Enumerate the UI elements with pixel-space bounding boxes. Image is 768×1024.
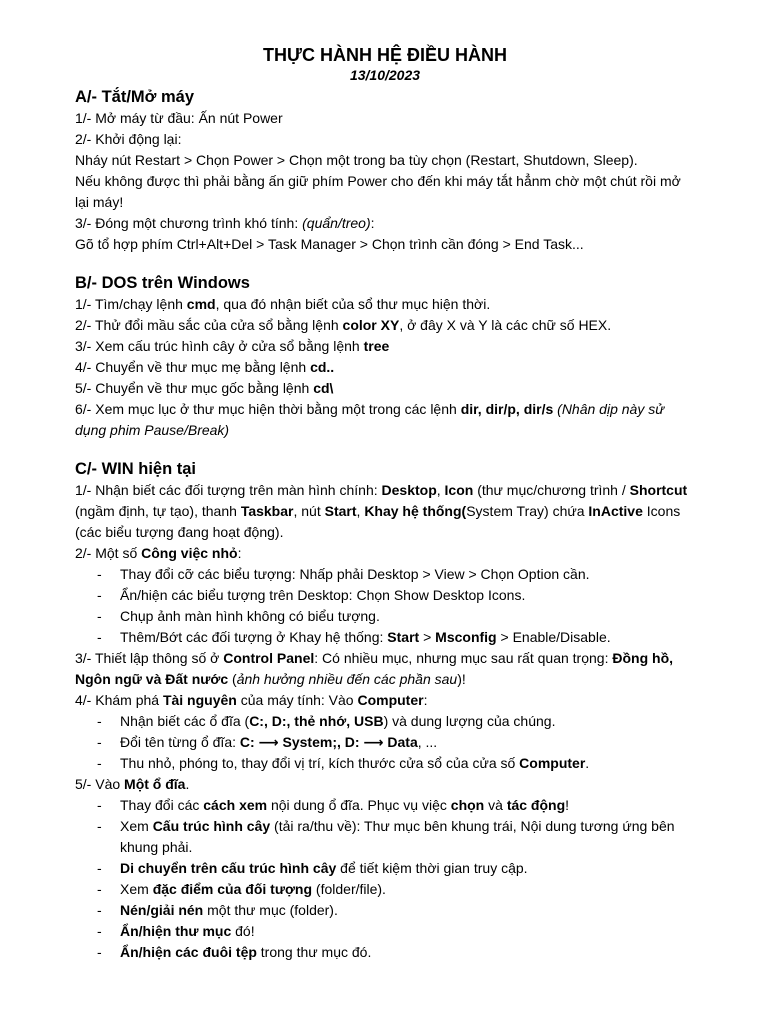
text-run: Thay đổi các <box>120 797 204 813</box>
resources-list <box>75 711 695 774</box>
section-c-item-5 <box>75 774 695 795</box>
text-run: 2/- Thử đổi mầu sắc của cửa sổ bằng lệnh <box>75 317 343 333</box>
text-run: một thư mục (folder). <box>203 902 338 918</box>
term-dac-diem: đặc điểm của đối tượng <box>152 881 313 897</box>
text-run: , ... <box>417 734 438 750</box>
text-run: Thu nhỏ, phóng to, thay đổi vị trí, kích thước cửa sổ của cửa số <box>120 755 520 771</box>
text-run: 6/- Xem mục lục ở thư mục hiện thời bằng một trong các lệnh <box>75 401 461 417</box>
list-item <box>75 942 695 963</box>
term-desktop: Desktop <box>381 482 437 498</box>
text-run: 3/- Xem cấu trúc hình cây ở cửa sổ bằng lệnh <box>75 338 364 354</box>
section-b-item-4 <box>75 357 695 378</box>
text-run: , nút <box>293 503 325 519</box>
term-cach-xem: cách xem <box>203 797 268 813</box>
term-inactive: InActive <box>588 503 643 519</box>
text-run: , qua đó nhận biết của sổ thư mục hiện thời. <box>215 296 491 312</box>
list-item <box>75 879 695 900</box>
text-run: Nhận biết các ổ đĩa ( <box>120 713 250 729</box>
text-run: . <box>185 776 190 792</box>
term-an-hien-duoi-tep: Ẩn/hiện các đuôi tệp <box>120 944 257 960</box>
term-cong-viec-nho: Công việc nhỏ <box>141 545 238 561</box>
text-run: của máy tính: Vào <box>236 692 358 708</box>
section-c-item-2 <box>75 543 695 564</box>
term-taskbar: Taskbar <box>240 503 294 519</box>
text-run: ( <box>228 671 237 687</box>
text-run: 3/- Thiết lập thông số ở <box>75 650 224 666</box>
text-run: : <box>370 215 375 231</box>
document-title: THỰC HÀNH HỆ ĐIỀU HÀNH <box>263 45 507 65</box>
command-cd-root: cd\ <box>313 380 334 396</box>
term-clock-language-region: Đồng hồ, Ngôn ngữ và Đất nước <box>75 650 674 687</box>
text-run: nội dung ổ đĩa. Phục vụ việc <box>267 797 451 813</box>
text-run: Icons (các biểu tượng đang hoạt động). <box>75 503 681 540</box>
text-run: System Tray) chứa <box>466 503 589 519</box>
section-b-item-3 <box>75 336 695 357</box>
term-di-chuyen: Di chuyển trên cấu trúc hình cây <box>120 860 337 876</box>
text-run: (folder/file). <box>312 881 386 897</box>
list-item <box>75 627 695 648</box>
text-run: 1/- Nhận biết các đối tượng trên màn hình chính: <box>75 482 382 498</box>
section-a-line-6: Gõ tổ hợp phím Ctrl+Alt+Del > Task Manager > Chọn trình cần đóng > End Task... <box>75 236 584 252</box>
text-run: (thư mục/chương trình / <box>473 482 630 498</box>
term-computer: Computer <box>519 755 586 771</box>
term-tac-dong: tác động <box>506 797 566 813</box>
document-date: 13/10/2023 <box>349 67 421 83</box>
text-run: 5/- Vào <box>75 776 125 792</box>
text-run: (tải ra/thu về): Thư mục bên khung trái, Nội dung tương ứng bên khung phải. <box>120 818 675 855</box>
document-page <box>75 44 695 963</box>
list-item <box>75 921 695 942</box>
section-b-item-2 <box>75 315 695 336</box>
text-run: Xem <box>120 818 153 834</box>
section-c-heading: C/- WIN hiện tại <box>75 460 196 478</box>
list-item <box>75 816 695 858</box>
text-run: : <box>237 545 242 561</box>
text-run: 1/- Tìm/chạy lệnh <box>75 296 187 312</box>
term-nen-giai-nen: Nén/giải nén <box>120 902 204 918</box>
section-c-item-4 <box>75 690 695 711</box>
section-b-heading: B/- DOS trên Windows <box>75 274 250 292</box>
section-b-item-6 <box>75 399 695 441</box>
command-dir: dir, dir/p, dir/s <box>460 401 554 417</box>
text-run: 2/- Một số <box>75 545 142 561</box>
command-cmd: cmd <box>186 296 216 312</box>
term-chon: chọn <box>450 797 485 813</box>
text-run: 5/- Chuyển về thư mục gốc bằng lệnh <box>75 380 314 396</box>
text-run: (ngầm định, tự tạo), thanh <box>75 503 241 519</box>
text-run-italic: (Nhân dịp này sử dụng phim Pause/Break) <box>75 401 665 438</box>
term-khay-he-thong: Khay hệ thống <box>364 503 462 519</box>
term-start: Start <box>387 629 420 645</box>
section-a-line-4: Nếu không được thì phải bằng ấn giữ phím Power cho đến khi máy tắt hẳnm chờ một chút rồi mở lại máy! <box>75 173 681 210</box>
list-item: - Chụp ảnh màn hình không có biểu tượng. <box>75 606 695 627</box>
section-c-item-1 <box>75 480 695 543</box>
text-run-bold: ( <box>461 503 467 519</box>
section-b-item-5 <box>75 378 695 399</box>
text-run-italic: (quẩn/treo) <box>302 215 371 231</box>
text-run: , ở đây X và Y là các chữ số HEX. <box>399 317 612 333</box>
section-a-line-5 <box>75 213 695 234</box>
term-an-hien-thu-muc: Ẩn/hiện thư mục <box>120 923 232 939</box>
list-item <box>75 711 695 732</box>
term-cau-truc-hinh-cay: Cấu trúc hình cây <box>152 818 271 834</box>
term-start: Start <box>324 503 357 519</box>
list-item: - Thay đổi cỡ các biểu tượng: Nhấp phải Desktop > View > Chọn Option cần. <box>75 564 695 585</box>
text-run: )! <box>457 671 466 687</box>
section-a-heading: A/- Tắt/Mở máy <box>75 88 194 106</box>
list-item <box>75 858 695 879</box>
term-control-panel: Control Panel <box>223 650 315 666</box>
command-tree: tree <box>363 338 390 354</box>
text-run: , <box>436 482 445 498</box>
drive-tasks-list <box>75 795 695 963</box>
text-run: > Enable/Disable. <box>496 629 611 645</box>
term-tai-nguyen: Tài nguyên <box>162 692 237 708</box>
text-run-italic: ảnh hưởng nhiều đến các phần sau <box>236 671 458 687</box>
term-shortcut: Shortcut <box>629 482 688 498</box>
text-run: ! <box>565 797 570 813</box>
text-run: : <box>423 692 428 708</box>
section-a-line-1: 1/- Mở máy từ đầu: Ấn nút Power <box>75 110 283 126</box>
list-item <box>75 732 695 753</box>
text-run: Thêm/Bớt các đối tượng ở Khay hệ thống: <box>120 629 388 645</box>
text-run: trong thư mục đó. <box>256 944 372 960</box>
text-run: , <box>356 503 365 519</box>
text-run: ) và dung lượng của chúng. <box>383 713 556 729</box>
term-msconfig: Msconfig <box>435 629 497 645</box>
text-run: : Có nhiều mục, nhưng mục sau rất quan trọng: <box>314 650 613 666</box>
list-item <box>75 753 695 774</box>
term-drive-rename: C: ⟶ System;, D: ⟶ Data <box>239 734 418 750</box>
text-run: 3/- Đóng một chương trình khó tính: <box>75 215 303 231</box>
list-item <box>75 795 695 816</box>
command-cd-parent: cd.. <box>310 359 335 375</box>
text-run: đó! <box>231 923 255 939</box>
term-mot-o-dia: Một ổ đĩa <box>124 776 186 792</box>
text-run: . <box>585 755 590 771</box>
text-run: Đổi tên từng ổ đĩa: <box>120 734 240 750</box>
text-run: > <box>419 629 436 645</box>
section-a-line-3: Nháy nút Restart > Chọn Power > Chọn một trong ba tùy chọn (Restart, Shutdown, Sleep). <box>75 152 638 168</box>
term-icon: Icon <box>444 482 474 498</box>
small-tasks-list <box>75 564 695 648</box>
text-run: 4/- Chuyển về thư mục mẹ bằng lệnh <box>75 359 311 375</box>
text-run: để tiết kiệm thời gian truy cập. <box>336 860 528 876</box>
term-computer: Computer <box>357 692 424 708</box>
text-run: 4/- Khám phá <box>75 692 163 708</box>
command-color: color XY <box>342 317 400 333</box>
text-run: Xem <box>120 881 153 897</box>
list-item: - Ẩn/hiện các biểu tượng trên Desktop: Chọn Show Desktop Icons. <box>75 585 695 606</box>
section-b-item-1 <box>75 294 695 315</box>
text-run: và <box>484 797 507 813</box>
section-a-line-2: 2/- Khởi động lại: <box>75 131 182 147</box>
list-item <box>75 900 695 921</box>
term-drives: C:, D:, thẻ nhớ, USB <box>249 713 384 729</box>
section-c-item-3 <box>75 648 695 690</box>
